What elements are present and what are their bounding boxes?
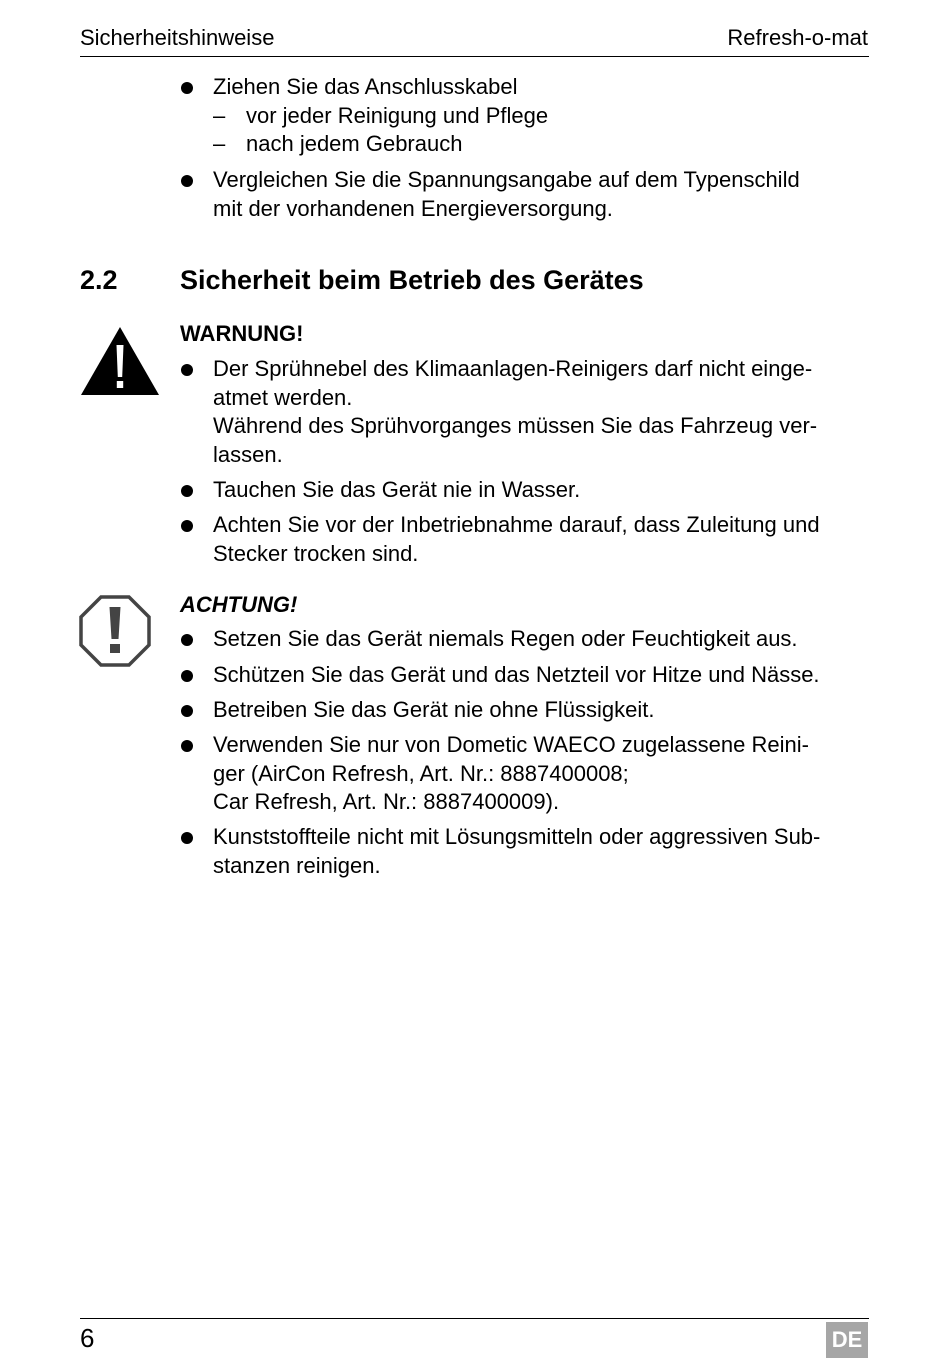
list-item-text: lassen. — [213, 441, 283, 467]
warning-list — [180, 511, 870, 568]
sub-list-item — [180, 130, 870, 159]
bullet-icon — [181, 705, 193, 717]
caution-list — [180, 823, 870, 880]
warning-triangle-icon — [79, 325, 161, 397]
list-item-text: Während des Sprühvorganges müssen Sie das Fahrzeug ver- — [213, 413, 818, 438]
list-item-text: Tauchen Sie das Gerät nie in Wasser. — [213, 477, 581, 502]
list-item — [180, 823, 870, 880]
list-item-text: Ziehen Sie das Anschlusskabel — [213, 74, 518, 99]
warning-label: WARNUNG! — [180, 321, 304, 346]
section-title: Sicherheit beim Betrieb des Gerätes — [180, 265, 644, 295]
language-badge: DE — [826, 1322, 868, 1358]
bullet-icon — [181, 485, 193, 497]
list-item-text: Stecker trocken sind. — [213, 540, 419, 566]
caution-list — [180, 696, 870, 725]
intro-list — [180, 73, 870, 159]
running-header-product: Refresh-o-mat — [727, 25, 868, 50]
caution-list — [180, 731, 870, 817]
list-item — [180, 625, 870, 654]
list-item-text: mit der vorhandenen Energieversorgung. — [213, 195, 613, 221]
bullet-icon — [181, 740, 193, 752]
bullet-icon — [181, 670, 193, 682]
list-item — [180, 73, 870, 102]
bullet-icon — [181, 175, 193, 187]
bullet-icon — [181, 634, 193, 646]
list-item-text: Betreiben Sie das Gerät nie ohne Flüssigkeit. — [213, 697, 655, 722]
list-item-text: Verwenden Sie nur von Dometic WAECO zugelassene Reini- — [213, 732, 809, 757]
list-item — [180, 511, 870, 568]
bullet-icon — [181, 832, 193, 844]
section-number: 2.2 — [80, 265, 118, 295]
dash-icon: – — [213, 131, 226, 156]
list-item-text: Car Refresh, Art. Nr.: 8887400009). — [213, 789, 560, 814]
list-item-text: Schützen Sie das Gerät und das Netzteil vor Hitze und Nässe. — [213, 662, 820, 687]
section-heading — [80, 263, 644, 297]
bullet-icon — [181, 82, 193, 94]
sub-list-item-text: nach jedem Gebrauch — [246, 131, 463, 156]
list-item — [180, 696, 870, 725]
running-header-section: Sicherheitshinweise — [80, 25, 275, 50]
list-item-text: Achten Sie vor der Inbetriebnahme darauf, dass Zuleitung und — [213, 512, 820, 537]
dash-icon: – — [213, 102, 226, 128]
list-item-text: Vergleichen Sie die Spannungsangabe auf dem Typenschild — [213, 167, 800, 192]
bullet-icon — [181, 520, 193, 532]
intro-list — [180, 166, 870, 223]
caution-list — [180, 625, 870, 654]
list-item-text: Kunststoffteile nicht mit Lösungsmitteln oder aggressiven Sub- — [213, 824, 821, 849]
list-item — [180, 661, 870, 690]
warning-list — [180, 355, 870, 469]
list-item — [180, 731, 870, 817]
caution-list — [180, 661, 870, 690]
list-item-text: Der Sprühnebel des Klimaanlagen-Reinigers darf nicht einge- — [213, 356, 813, 381]
bullet-icon — [181, 364, 193, 376]
caution-label: ACHTUNG! — [180, 592, 298, 617]
warning-list — [180, 476, 870, 505]
list-item — [180, 355, 870, 469]
list-item-text: atmet werden. — [213, 384, 353, 410]
caution-octagon-icon — [79, 595, 151, 667]
list-item-text: Setzen Sie das Gerät niemals Regen oder Feuchtigkeit aus. — [213, 626, 798, 651]
list-item — [180, 166, 870, 223]
footer-divider — [80, 1318, 869, 1319]
header-divider — [80, 56, 869, 57]
list-item — [180, 476, 870, 505]
sub-list-item-text: vor jeder Reinigung und Pflege — [246, 102, 549, 128]
list-item-text: stanzen reinigen. — [213, 852, 381, 878]
sub-list-item — [180, 102, 870, 131]
page-number: 6 — [80, 1323, 95, 1353]
list-item-text: ger (AirCon Refresh, Art. Nr.: 8887400008; — [213, 760, 629, 786]
